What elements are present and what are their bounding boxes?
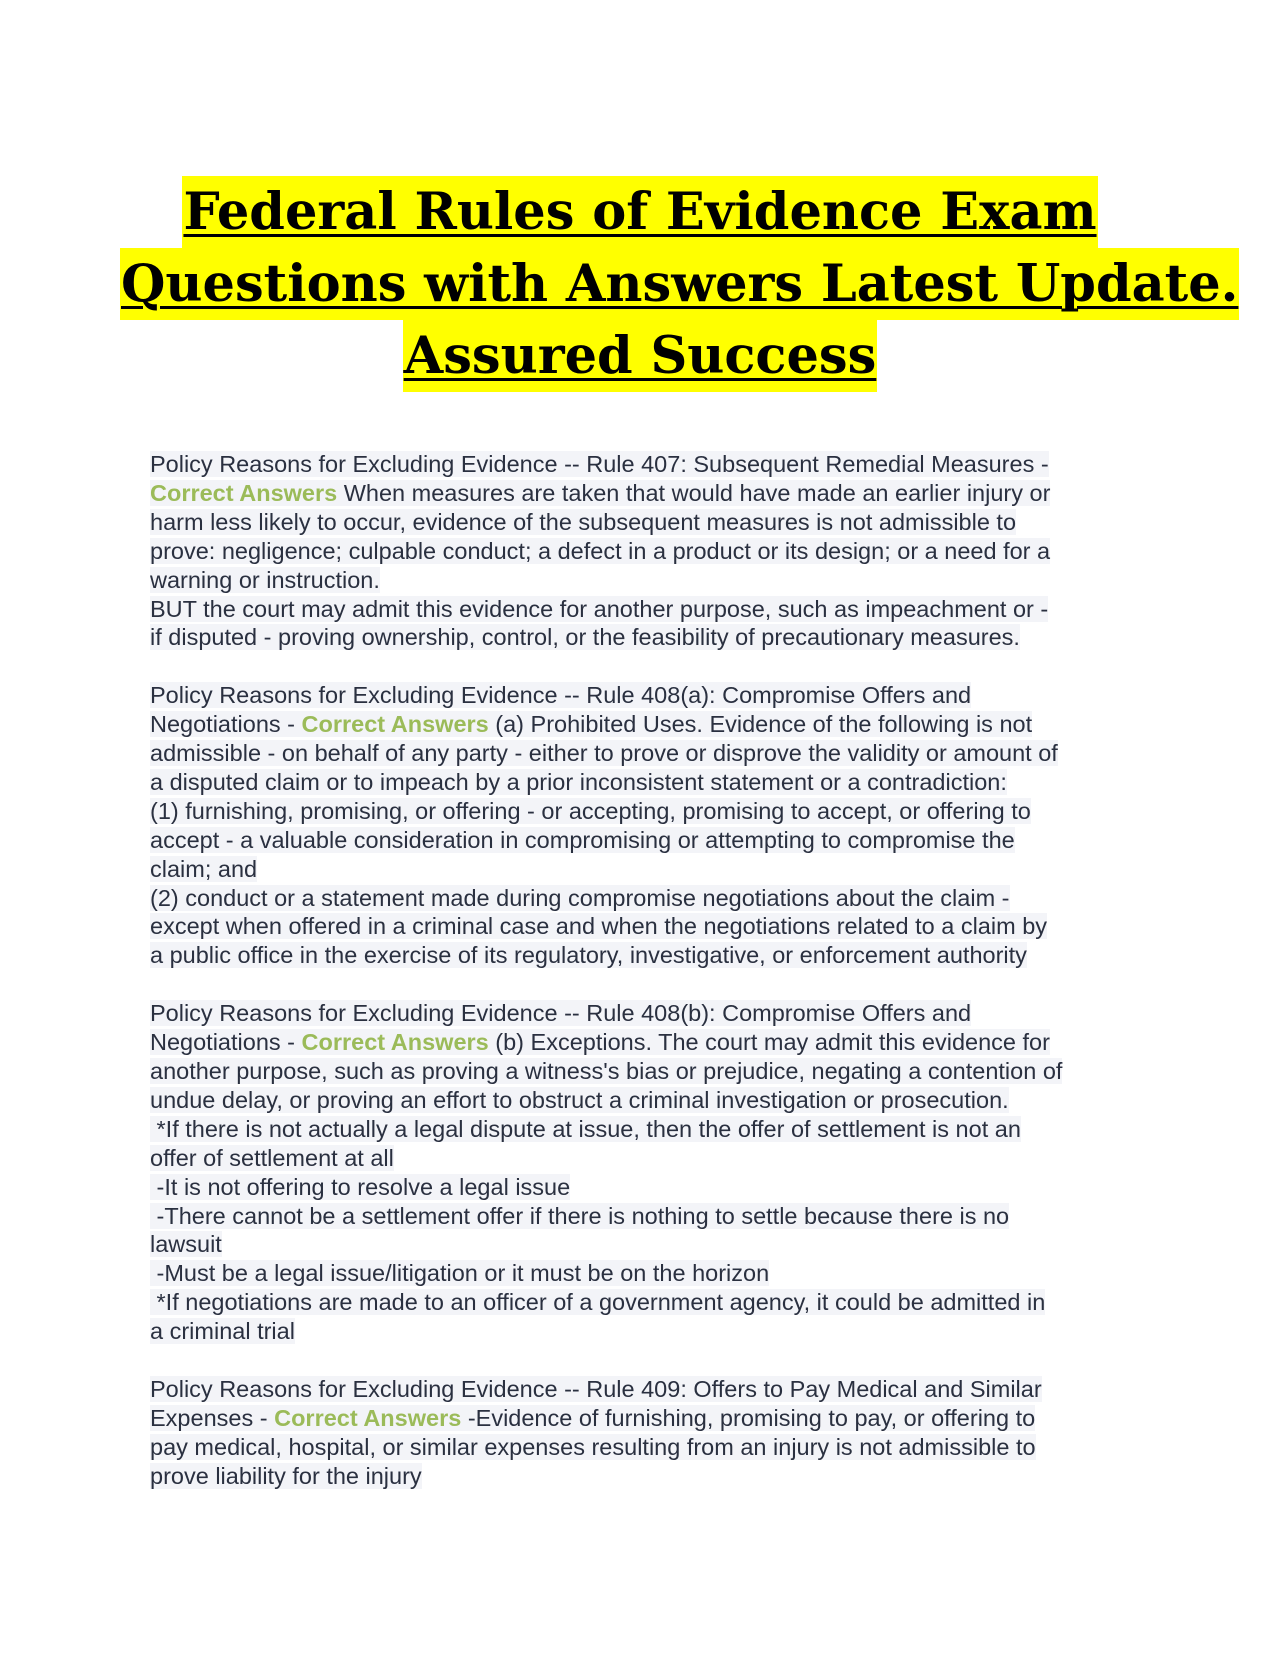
title-line-2: Questions with Answers Latest Update.	[120, 248, 1239, 320]
qa-line	[150, 912, 1130, 941]
qa-line	[150, 1317, 1130, 1346]
qa-line-text: BUT the court may admit this evidence for another purpose, such as impeachment or -	[150, 595, 1049, 622]
question-text: Negotiations -	[150, 1029, 302, 1056]
qa-line	[150, 1144, 1130, 1173]
qa-line-text: warning or instruction.	[150, 566, 380, 593]
qa-line	[150, 1404, 1130, 1433]
qa-line	[150, 855, 1130, 884]
qa-line-text: *If there is not actually a legal dispute at issue, then the offer of settlement is not an	[150, 1115, 1021, 1142]
qa-line	[150, 999, 1130, 1028]
qa-line-text	[150, 1029, 1050, 1055]
qa-line	[150, 1202, 1130, 1231]
title-line-3: Assured Success	[403, 320, 878, 392]
qa-line-text: (1) furnishing, promising, or offering - or accepting, promising to accept, or offering to	[150, 797, 1031, 824]
qa-line-text	[150, 711, 1032, 737]
qa-line	[150, 797, 1130, 826]
document-title	[120, 176, 1239, 392]
qa-line	[150, 508, 1130, 537]
document-body	[150, 450, 1130, 1519]
qa-line-text: a disputed claim or to impeach by a prior inconsistent statement or a contradiction:	[150, 768, 1007, 795]
qa-line-text: offer of settlement at all	[150, 1144, 394, 1171]
qa-line-text: a criminal trial	[150, 1318, 295, 1345]
question-text: Negotiations -	[150, 711, 302, 738]
correct-answers-label: Correct Answers	[301, 1029, 489, 1056]
qa-line	[150, 479, 1130, 508]
qa-line	[150, 739, 1130, 768]
qa-line-text: accept - a valuable consideration in compromising or attempting to compromise the	[150, 826, 1015, 853]
qa-line	[150, 1433, 1130, 1462]
answer-text: (b) Exceptions. The court may admit this evidence for	[488, 1029, 1050, 1056]
qa-item	[150, 1375, 1130, 1491]
qa-line-text: -It is not offering to resolve a legal issue	[150, 1173, 571, 1200]
qa-line-text: *If negotiations are made to an officer of a government agency, it could be admitted in	[150, 1289, 1046, 1316]
correct-answers-label: Correct Answers	[150, 479, 338, 506]
correct-answers-label: Correct Answers	[274, 1404, 462, 1431]
answer-text: When measures are taken that would have made an earlier injury or	[337, 479, 1051, 506]
qa-line	[150, 537, 1130, 566]
qa-line-text: undue delay, or proving an effort to obstruct a criminal investigation or prosecution.	[150, 1086, 1009, 1113]
qa-line-text: Policy Reasons for Excluding Evidence -- Rule 407: Subsequent Remedial Measures -	[150, 451, 1049, 477]
qa-line	[150, 1057, 1130, 1086]
answer-text: (a) Prohibited Uses. Evidence of the following is not	[488, 711, 1033, 738]
qa-line-text: (2) conduct or a statement made during compromise negotiations about the claim -	[150, 884, 1010, 911]
qa-line-text: -Must be a legal issue/litigation or it must be on the horizon	[150, 1260, 770, 1287]
qa-line-text: a public office in the exercise of its regulatory, investigative, or enforcement authority	[150, 942, 1027, 969]
qa-line	[150, 826, 1130, 855]
qa-line-text: harm less likely to occur, evidence of the subsequent measures is not admissible to	[150, 508, 1017, 535]
question-text: Expenses -	[150, 1404, 275, 1431]
qa-line-text: -There cannot be a settlement offer if there is nothing to settle because there is no	[150, 1202, 1010, 1229]
qa-line-text: Policy Reasons for Excluding Evidence -- Rule 409: Offers to Pay Medical and Similar	[150, 1375, 1042, 1402]
qa-line	[150, 1115, 1130, 1144]
qa-line-text: prove liability for the injury	[150, 1462, 422, 1489]
correct-answers-label: Correct Answers	[301, 711, 489, 738]
qa-line-text	[150, 480, 1050, 506]
title-line-1: Federal Rules of Evidence Exam	[182, 176, 1097, 248]
qa-line	[150, 1230, 1130, 1259]
qa-line	[150, 1462, 1130, 1491]
qa-line	[150, 681, 1130, 710]
qa-line	[150, 450, 1130, 479]
qa-line	[150, 1086, 1130, 1115]
qa-line	[150, 768, 1130, 797]
qa-line	[150, 941, 1130, 970]
qa-line	[150, 1375, 1130, 1404]
qa-line-text	[150, 1405, 1035, 1431]
qa-item	[150, 450, 1130, 652]
qa-line-text: prove: negligence; culpable conduct; a defect in a product or its design; or a need for a	[150, 537, 1051, 564]
answer-text: -Evidence of furnishing, promising to pay, or offering to	[461, 1404, 1036, 1431]
qa-line	[150, 595, 1130, 624]
qa-line	[150, 1288, 1130, 1317]
qa-line	[150, 623, 1130, 652]
qa-line-text: lawsuit	[150, 1231, 222, 1258]
qa-line	[150, 1028, 1130, 1057]
qa-line	[150, 566, 1130, 595]
qa-line	[150, 1259, 1130, 1288]
qa-line-text: another purpose, such as proving a witness's bias or prejudice, negating a contention of	[150, 1058, 1063, 1084]
qa-line-text: if disputed - proving ownership, control, or the feasibility of precautionary measures.	[150, 624, 1020, 651]
qa-line	[150, 884, 1130, 913]
qa-line-text: Policy Reasons for Excluding Evidence -- Rule 408(a): Compromise Offers and	[150, 682, 972, 709]
qa-line-text: Policy Reasons for Excluding Evidence -- Rule 408(b): Compromise Offers and	[150, 1000, 972, 1027]
qa-line-text: pay medical, hospital, or similar expenses resulting from an injury is not admissible to	[150, 1433, 1036, 1460]
qa-item	[150, 999, 1130, 1346]
qa-line-text: claim; and	[150, 855, 258, 882]
qa-line	[150, 710, 1130, 739]
qa-item	[150, 681, 1130, 970]
qa-line-text: except when offered in a criminal case and when the negotiations related to a claim by	[150, 913, 1048, 940]
qa-line-text: admissible - on behalf of any party - either to prove or disprove the validity or amount of	[150, 740, 1058, 767]
qa-line	[150, 1173, 1130, 1202]
